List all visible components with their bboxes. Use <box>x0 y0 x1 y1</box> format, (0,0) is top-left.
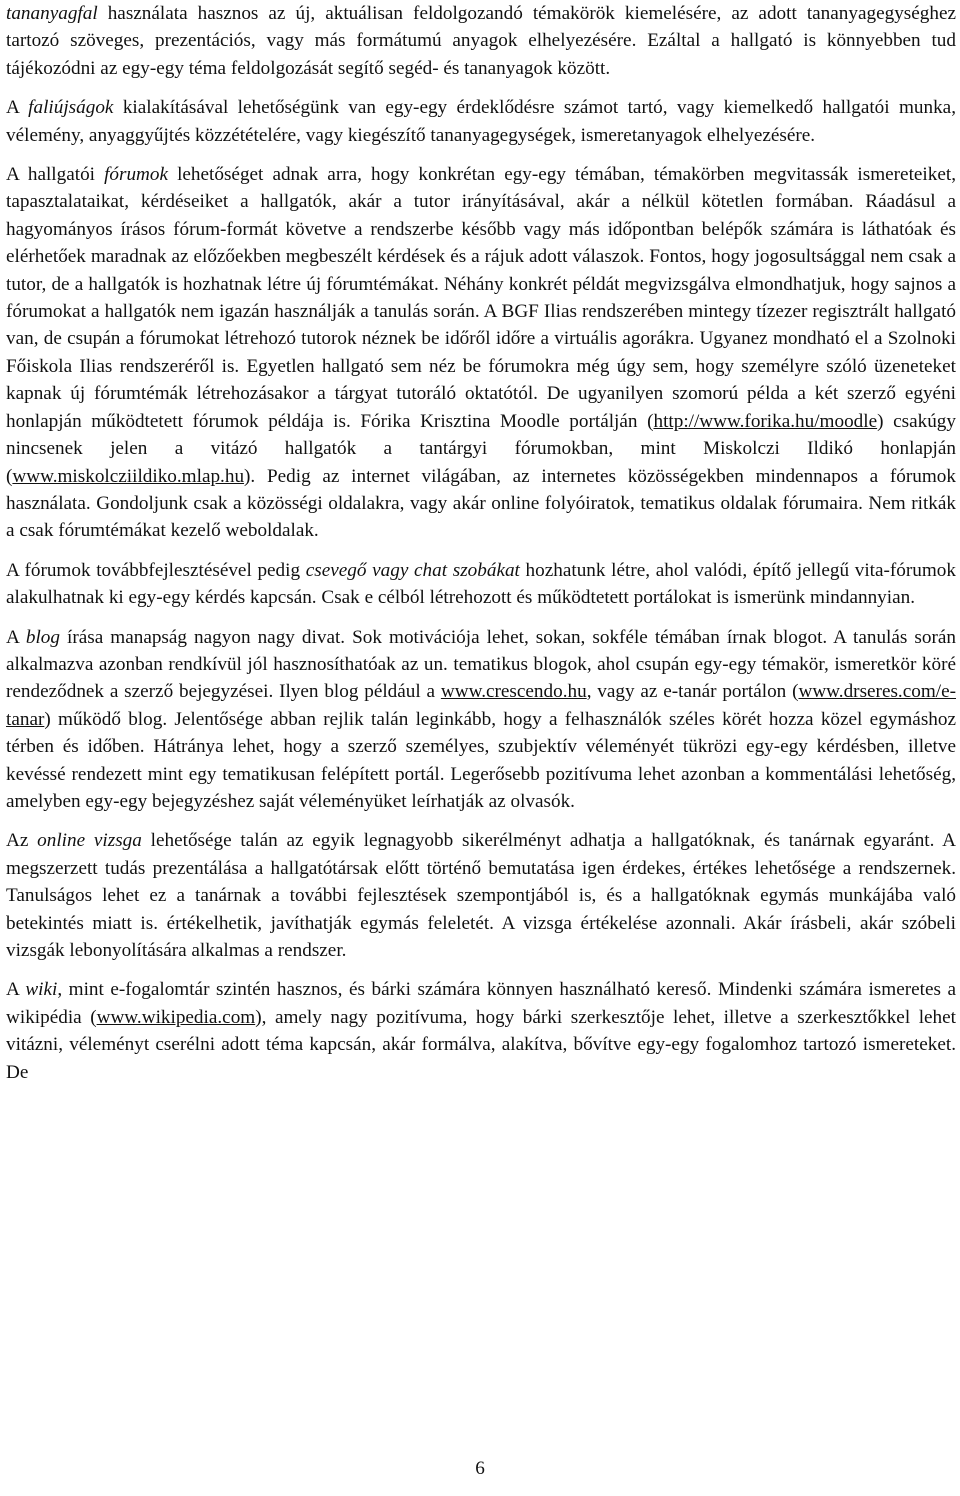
italic-term: wiki <box>25 979 58 1001</box>
text-run: A hallgatói <box>6 164 105 186</box>
text-run: hozhatunk létre, ahol valódi, építő jellegű vita-fórumok alakulhatnak ki egy-egy kérdés kapcsán. Csak e célból létrehozott és működtetett portálokat is ismerünk mindannyian. <box>6 559 956 609</box>
text-run: , vagy az e-tanár portálon ( <box>586 681 799 703</box>
link[interactable]: www.drseres.com/e-tanar <box>6 681 956 730</box>
paragraph-wiki <box>6 976 956 1086</box>
italic-term: fórumok <box>104 164 169 186</box>
document-body <box>6 0 956 1098</box>
link[interactable]: www.crescendo.hu <box>440 681 587 703</box>
italic-term: tananyagfal <box>6 3 98 24</box>
text-run: ) működő blog. Jelentősége abban rejlik talán leginkább, hogy a felhasználók széles körét hozza közel egymáshoz térben és időben. Hátránya lehet, hogy a szerző személyes, szubjektív véleményét tükrözi egy-egy kérdésben, illetve kevéssé rendezett mint egy tematikusan felépített portál. Legerősebb pozitívuma lehet azonban a kommentálási lehetőség, amelyben egy-egy bejegyzéshez saját véleményüket leírhatják az olvasók. <box>6 708 956 812</box>
text-run: használata hasznos az új, aktuálisan feldolgozandó témakörök kiemelésére, az adott tananyagegységhez tartozó szöveges, prezentációs, vagy más formátumú anyagok elhelyezésére. Ezáltal a hallgató is könnyebben tud tájékozódni az egy-egy téma feldolgozását segítő segéd- és tananyagok között. <box>6 3 956 79</box>
text-run: ). Pedig az internet világában, az internetes közösségekben mindennapos a fórumok használata. Gondoljunk csak a közösségi oldalakra, vagy akár online folyóiratok, tematikus oldalak fórumaira. Nem ritkák a csak fórumtémákat kezelő weboldalak. <box>6 465 956 542</box>
link[interactable]: www.wikipedia.com <box>96 1006 256 1028</box>
text-run: , mint e-fogalomtár szintén hasznos, és bárki számára könnyen használható kereső. Mindenki számára ismeretes a wikipédia ( <box>6 979 956 1028</box>
italic-term: online vizsga <box>37 830 142 852</box>
italic-term: blog <box>25 626 60 648</box>
text-run: kialakításával lehetőségünk van egy-egy érdeklődésre számot tartó, vagy kiemelkedő hallgatói munka, vélemény, anyaggyűjtés közzétételére, vagy kiegészítő tananyagegységek, ismeretanyagok elhelyezésére. <box>6 97 956 146</box>
paragraph-tananyagfal <box>6 0 956 82</box>
text-run: A fórumok továbbfejlesztésével pedig <box>6 559 306 581</box>
paragraph-blog <box>6 624 956 816</box>
italic-term: csevegő vagy chat szobákat <box>305 559 520 581</box>
text-run: lehetősége talán az egyik legnagyobb sikerélményt adhatja a hallgatóknak, és tanárnak egyaránt. A megszerzett tudás prezentálása a hallgatótársak előtt történő bemutatása igen érdekes, értékes lehetősége a rendszernek. Tanulságos lehet ez a tanárnak a további fejlesztések szempontjából is, és a hallgatóknak egymás munkájába való betekintés miatt is. értékelhetik, javíthatják egymás feleletét. A vizsga értékelése azonnali. Akár írásbeli, akár szóbeli vizsgák lebonyolítására alkalmas a rendszer. <box>6 830 957 961</box>
text-run: ) csakúgy nincsenek jelen a vitázó hallgatók a tantárgyi fórumokban, mint Miskolczi Ildikó honlapján ( <box>6 410 956 487</box>
paragraph-online-vizsga <box>6 827 956 964</box>
text-run: A <box>6 626 26 648</box>
page-number: 6 <box>475 1458 485 1479</box>
link[interactable]: http://www.forika.hu/moodle <box>653 410 878 432</box>
paragraph-forumok <box>6 161 956 545</box>
text-run: ), amely nagy pozitívuma, hogy bárki szerkesztője lehet, illetve a szerkesztőkkel lehet vitázni, véleményt cserélni adott téma kapcsán, akár formálva, alakítva, bővítve egy-egy fogalomhoz tartozó ismereteket. De <box>6 1006 956 1083</box>
link[interactable]: www.miskolcziildiko.mlap.hu <box>12 465 245 487</box>
text-run: Az <box>6 830 38 852</box>
paragraph-faliujsagok <box>6 94 956 149</box>
text-run: A <box>6 979 26 1001</box>
italic-term: faliújságok <box>28 97 114 119</box>
text-run: A <box>6 97 29 119</box>
text-run: lehetőséget adnak arra, hogy konkrétan egy-egy témában, témakörben megvitassák ismereteiket, tapasztalataikat, kérdéseiket a hallgatók, akár a tutor irányításával, akár a nélkül kötetlen formában. Ráadásul a hagyományos írásos fórum-formát követve a rendszerbe később vagy más időpontban belépők számára is láthatóak és elérhetőek maradnak az előzőekben megbeszélt kérdések és a rájuk adott válaszok. Fontos, hogy jogosultsággal nem csak a tutor, de a hallgatók is hozhatnak létre új fórumtémákat. Néhány konkrét példát megvizsgálva elmondhatjuk, hogy sajnos a fórumokat a hallgatók nem igazán használják a tanulás során. A BGF Ilias rendszerében mintegy tízezer regisztrált hallgató van, de csupán a fórumokat létrehozó tutorok néznek be időről időre a virtuális agorákra. Ugyanez mondható el a Szolnoki Főiskola Ilias rendszeréről is. Egyetlen hallgató sem néz be fórumokra még úgy sem, hogy személyre szóló üzeneteket kapnak új fórumtémák létrehozásakor a tárgyat tutoráló oktatótól. De ugyanilyen szomorú példa a két szerző egyéni honlapján működtetett fórumok példája is. Fórika Krisztina Moodle portálján ( <box>6 164 956 432</box>
paragraph-chat-szobak <box>6 557 956 612</box>
text-run: írása manapság nagyon nagy divat. Sok motivációja lehet, sokan, sokféle témában írnak blogot. A tanulás során alkalmazva azonban rendkívül jól hasznosíthatóak az un. tematikus blogok, ahol csupán egy-egy témakör, ismeretkör köré rendeződnek a szerző bejegyzései. Ilyen blog például a <box>6 626 956 703</box>
